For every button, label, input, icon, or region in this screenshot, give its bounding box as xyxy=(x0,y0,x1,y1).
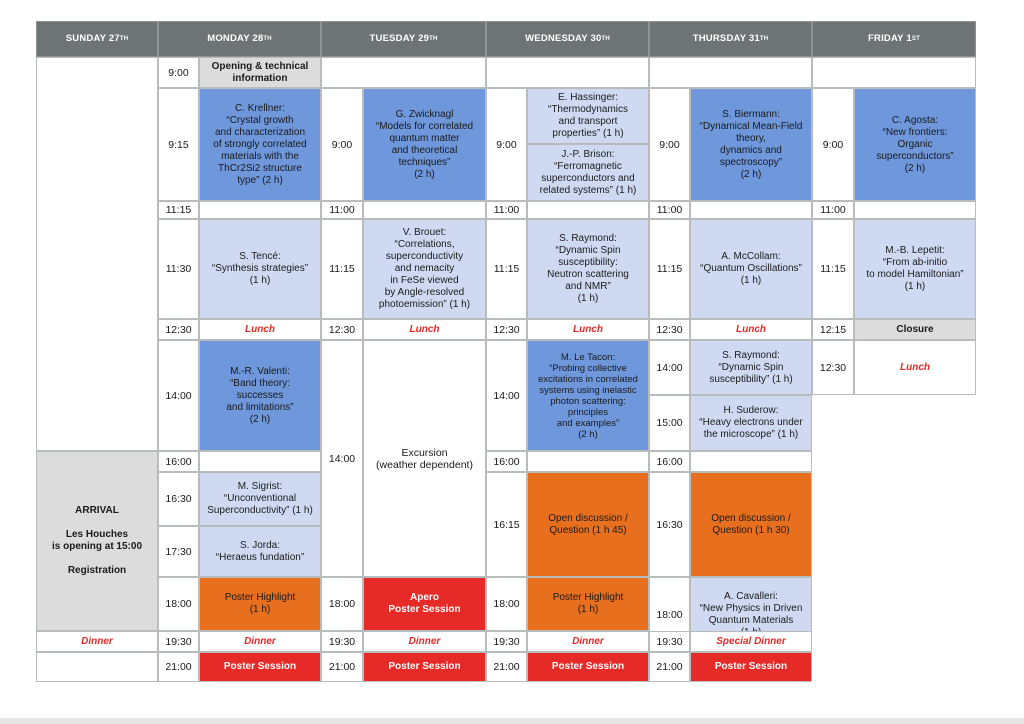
wednesday-hassinger: E. Hassinger: “Thermodynamics and transport properties” (1 h) xyxy=(527,88,649,144)
tuesday-zwicknagl: G. Zwicknagl “Models for correlated quantum matter and theoretical techniques” (2 h) xyxy=(363,88,486,201)
header-friday xyxy=(812,21,976,57)
thursday-break-1600 xyxy=(690,451,812,472)
monday-opening: Opening & technical information xyxy=(199,57,321,88)
friday-time-1100: 11:00 xyxy=(812,201,854,219)
thursday-time-1600: 16:00 xyxy=(649,451,690,472)
thursday-time-1115: 11:15 xyxy=(649,219,690,319)
monday-dinner: Dinner xyxy=(199,631,321,652)
thursday-time-1800: 18:00 xyxy=(649,577,690,652)
header-friday-sup: ST xyxy=(911,36,920,42)
tuesday-empty-top xyxy=(321,57,486,88)
tuesday-time-1230: 12:30 xyxy=(321,319,363,340)
thursday-time-1930: 19:30 xyxy=(649,631,690,652)
monday-break-1115 xyxy=(199,201,321,219)
friday-time-1115: 11:15 xyxy=(812,219,854,319)
monday-sigrist: M. Sigrist: “Unconventional Superconductivity” (1 h) xyxy=(199,472,321,526)
monday-time-1400: 14:00 xyxy=(158,340,199,451)
friday-lepetit: M.-B. Lepetit: “From ab-initio to model Hamiltonian” (1 h) xyxy=(854,219,976,319)
header-thursday-sup: TH xyxy=(759,36,769,42)
wednesday-open-discussion: Open discussion / Question (1 h 45) xyxy=(527,472,649,577)
tuesday-time-1930: 19:30 xyxy=(321,631,363,652)
tuesday-time-1100: 11:00 xyxy=(321,201,363,219)
monday-time-1130: 11:30 xyxy=(158,219,199,319)
header-sunday-sup: TH xyxy=(119,36,129,42)
sunday-arrival: ARRIVAL Les Houches is opening at 15:00 Registration xyxy=(36,451,158,631)
header-monday-day: MONDAY 28 xyxy=(207,33,264,44)
header-monday-sup: TH xyxy=(263,36,272,42)
header-friday-day: FRIDAY 1 xyxy=(868,33,912,44)
header-wednesday-sup: TH xyxy=(601,36,610,42)
thursday-lunch: Lunch xyxy=(690,319,812,340)
monday-time-1230: 12:30 xyxy=(158,319,199,340)
wednesday-time-1930: 19:30 xyxy=(486,631,527,652)
header-tuesday-sup: TH xyxy=(429,36,438,42)
monday-jorda: S. Jorda: “Heraeus fundation” xyxy=(199,526,321,577)
wednesday-empty-top xyxy=(486,57,649,88)
friday-time-0900: 9:00 xyxy=(812,88,854,201)
monday-break-1600 xyxy=(199,451,321,472)
thursday-time-1500: 15:00 xyxy=(649,395,690,451)
friday-break-1100 xyxy=(854,201,976,219)
thursday-time-2100: 21:00 xyxy=(649,652,690,682)
thursday-suderow: H. Suderow: “Heavy electrons under the microscope” (1 h) xyxy=(690,395,812,451)
tuesday-poster-session: Poster Session xyxy=(363,652,486,682)
monday-time-1930: 19:30 xyxy=(158,631,199,652)
thursday-time-1230: 12:30 xyxy=(649,319,690,340)
sunday-empty xyxy=(36,57,158,451)
tuesday-apero: Apero Poster Session xyxy=(363,577,486,631)
friday-time-1215: 12:15 xyxy=(812,319,854,340)
thursday-poster-session: Poster Session xyxy=(690,652,812,682)
wednesday-lunch: Lunch xyxy=(527,319,649,340)
thursday-time-1100: 11:00 xyxy=(649,201,690,219)
monday-time-1115: 11:15 xyxy=(158,201,199,219)
friday-agosta: C. Agosta: “New frontiers: Organic superconductors” (2 h) xyxy=(854,88,976,201)
thursday-time-0900: 9:00 xyxy=(649,88,690,201)
thursday-time-1630: 16:30 xyxy=(649,472,690,577)
monday-poster-highlight: Poster Highlight (1 h) xyxy=(199,577,321,631)
header-thursday-day: THURSDAY 31 xyxy=(692,33,760,44)
monday-time-1600: 16:00 xyxy=(158,451,199,472)
tuesday-time-1115: 11:15 xyxy=(321,219,363,319)
wednesday-dinner: Dinner xyxy=(527,631,649,652)
monday-time-0900: 9:00 xyxy=(158,57,199,88)
monday-poster-session: Poster Session xyxy=(199,652,321,682)
monday-valenti: M.-R. Valenti: “Band theory: successes and limitations” (2 h) xyxy=(199,340,321,451)
monday-time-1730: 17:30 xyxy=(158,526,199,577)
tuesday-excursion: Excursion (weather dependent) xyxy=(363,340,486,577)
wednesday-time-0900: 9:00 xyxy=(486,88,527,201)
header-thursday xyxy=(649,21,812,57)
sunday-dinner: Dinner xyxy=(36,631,158,652)
wednesday-poster-session: Poster Session xyxy=(527,652,649,682)
wednesday-poster-highlight: Poster Highlight (1 h) xyxy=(527,577,649,631)
wednesday-le-tacon: M. Le Tacon: “Probing collective excitations in correlated systems using inelastic photon scattering: principles and examples” (2 h) xyxy=(527,340,649,451)
wednesday-brison: J.-P. Brison: “Ferromagnetic superconductors and related systems” (1 h) xyxy=(527,144,649,201)
monday-time-0915: 9:15 xyxy=(158,88,199,201)
friday-lunch: Lunch xyxy=(854,340,976,395)
thursday-empty-top xyxy=(649,57,812,88)
page-bottom-strip xyxy=(0,718,1024,724)
thursday-biermann: S. Biermann: “Dynamical Mean-Field theory, dynamics and spectroscopy” (2 h) xyxy=(690,88,812,201)
monday-time-2100: 21:00 xyxy=(158,652,199,682)
thursday-break-1100 xyxy=(690,201,812,219)
thursday-special-dinner: Special Dinner xyxy=(690,631,812,652)
monday-tence: S. Tencé: “Synthesis strategies” (1 h) xyxy=(199,219,321,319)
tuesday-lunch: Lunch xyxy=(363,319,486,340)
monday-lunch: Lunch xyxy=(199,319,321,340)
wednesday-time-1230: 12:30 xyxy=(486,319,527,340)
thursday-open-discussion: Open discussion / Question (1 h 30) xyxy=(690,472,812,577)
monday-time-1630: 16:30 xyxy=(158,472,199,526)
tuesday-time-0900: 9:00 xyxy=(321,88,363,201)
wednesday-time-1615: 16:15 xyxy=(486,472,527,577)
header-wednesday xyxy=(486,21,649,57)
sunday-evening-empty xyxy=(36,652,158,682)
tuesday-break-1100 xyxy=(363,201,486,219)
friday-empty-top xyxy=(812,57,976,88)
wednesday-time-2100: 21:00 xyxy=(486,652,527,682)
tuesday-brouet: V. Brouet: “Correlations, superconductivity and nemacity in FeSe viewed by Angle-resolved photoemission” (1 h) xyxy=(363,219,486,319)
tuesday-time-1800: 18:00 xyxy=(321,577,363,631)
header-sunday xyxy=(36,21,158,57)
thursday-cavalleri: A. Cavalleri: “New Physics in Driven Quantum Materials xyxy=(690,577,812,652)
wednesday-break-1100 xyxy=(527,201,649,219)
wednesday-break-1600 xyxy=(527,451,649,472)
wednesday-time-1800: 18:00 xyxy=(486,577,527,631)
header-sunday-day: SUNDAY 27 xyxy=(65,33,120,44)
thursday-time-1400: 14:00 xyxy=(649,340,690,395)
header-wednesday-day: WEDNESDAY 30 xyxy=(525,33,602,44)
monday-time-1800: 18:00 xyxy=(158,577,199,631)
schedule-grid xyxy=(36,21,976,682)
tuesday-time-2100: 21:00 xyxy=(321,652,363,682)
thursday-mccollam: A. McCollam: “Quantum Oscillations” (1 h) xyxy=(690,219,812,319)
wednesday-time-1400: 14:00 xyxy=(486,340,527,451)
tuesday-time-1400: 14:00 xyxy=(321,340,363,577)
wednesday-raymond: S. Raymond: “Dynamic Spin susceptibility: Neutron scattering and NMR” (1 h) xyxy=(527,219,649,319)
thursday-raymond: S. Raymond: “Dynamic Spin susceptibility” (1 h) xyxy=(690,340,812,395)
header-monday xyxy=(158,21,321,57)
friday-time-1230: 12:30 xyxy=(812,340,854,395)
wednesday-time-1115: 11:15 xyxy=(486,219,527,319)
header-tuesday xyxy=(321,21,486,57)
wednesday-time-1600: 16:00 xyxy=(486,451,527,472)
monday-krellner: C. Krellner: “Crystal growth and characterization of strongly correlated materials with the ThCr2Si2 structure type” (2 h) xyxy=(199,88,321,201)
friday-closure: Closure xyxy=(854,319,976,340)
header-tuesday-day: TUESDAY 29 xyxy=(369,33,430,44)
tuesday-dinner: Dinner xyxy=(363,631,486,652)
wednesday-time-1100: 11:00 xyxy=(486,201,527,219)
